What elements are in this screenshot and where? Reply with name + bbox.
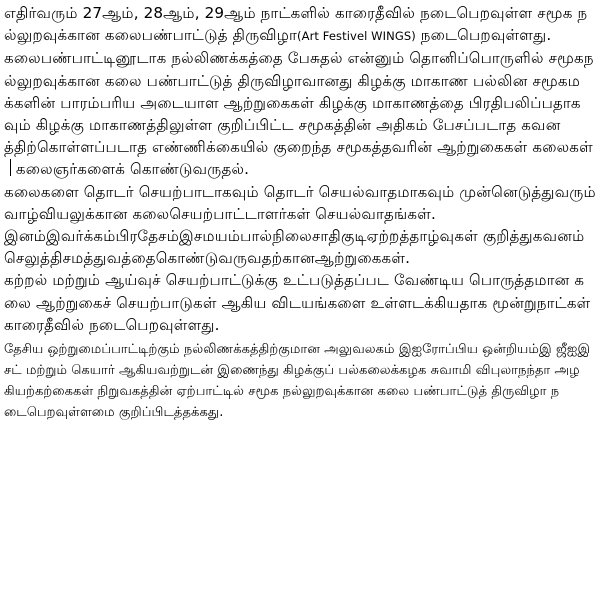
purpose-text-end: கலைஞர்களைக் கொண்டுவருதல். [11, 160, 250, 179]
paragraph-continuity: கலைகளை தொடர் செயற்பாடாகவும் தொடர் செயல்வாதமாகவும் முன்னெடுத்துவரும் வாழ்வியலுக்கான கலைசெயற்பாட்டாளர்கள் செயல்வாதங்கள். [4, 182, 596, 223]
paragraph-program: கற்றல் மற்றும் ஆய்வுச் செயற்பாட்டுக்கு உட்படுத்தப்பட வேண்டிய பொருத்தமான கலை ஆற்றுகைச் செயற்பாடுகள் ஆகிய விடயங்களை உள்ளடக்கியதாக மூன்றுநாட்கள் காரைதீவில் நடைபெறவுள்ளது. [4, 271, 591, 334]
intro-text-end: நடைபெறவுள்ளது. [415, 26, 552, 45]
intro-english-name: (Art Festivel WINGS) [297, 29, 416, 44]
paragraph-purpose [4, 47, 596, 180]
intro-text: எதிர்வரும் 27ஆம், 28ஆம், 29ஆம் நாட்களில் காரைதீவில் நடைபெறவுள்ள சமூக நல்லுறவுக்கான கலைபண்பாட்டுத் திருவிழா [4, 4, 588, 45]
purpose-text: கலைபண்பாட்டினூடாக நல்லிணக்கத்தை பேசுதல் என்னும் தொனிப்பொருளில் சமூகநல்லுறவுக்கான கலை பண்பாட்டுத் திருவிழாவானது கிழக்கு மாகாண பல்லின சமூகமக்களின் பாரம்பரிய அடையாள ஆற்றுகைகள் கிழக்கு மாகாணத்தை பிரதிபலிப்பதாகவும் கிழக்கு மாகாணத்திலுள்ள குறிப்பிட்ட சமூகத்தின் அதிகம் பேசப்படாத கவனத்திற்கொள்ளப்படாத எண்ணிக்கையில் குறைந்த சமூகத்தவரின் ஆற்றுகைகள் கலைகள் [4, 49, 594, 157]
paragraph-focus: இனம்இவர்க்கம்பிரதேசம்இசமயம்பால்நிலைசாதிகுடிஏற்றத்தாழ்வுகள் குறித்துகவனம் செலுத்திசமத்துவத்தைகொண்டுவருவதற்கானஆற்றுகைகள். [4, 227, 585, 268]
article-body [4, 2, 596, 423]
paragraph-intro [4, 2, 596, 47]
paragraph-sponsors: தேசிய ஒற்றுமைப்பாட்டிற்கும் நல்லிணக்கத்திற்குமான அலுவலகம் இஐரோப்பிய ஒன்றியம்இ ஜீஐஇசட் மற்றும் கெயார் ஆகியவற்றுடன் இணைந்து கிழக்குப் பல்கலைக்கழக சுவாமி விபுலாநந்தா அழகியற்கற்கைகள் நிறுவகத்தின் ஏற்பாட்டில் சமூக நல்லுறவுக்கான கலை பண்பாட்டுத் திருவிழா நடைபெறவுள்ளமை குறிப்பிடத்தக்கது. [4, 342, 591, 421]
